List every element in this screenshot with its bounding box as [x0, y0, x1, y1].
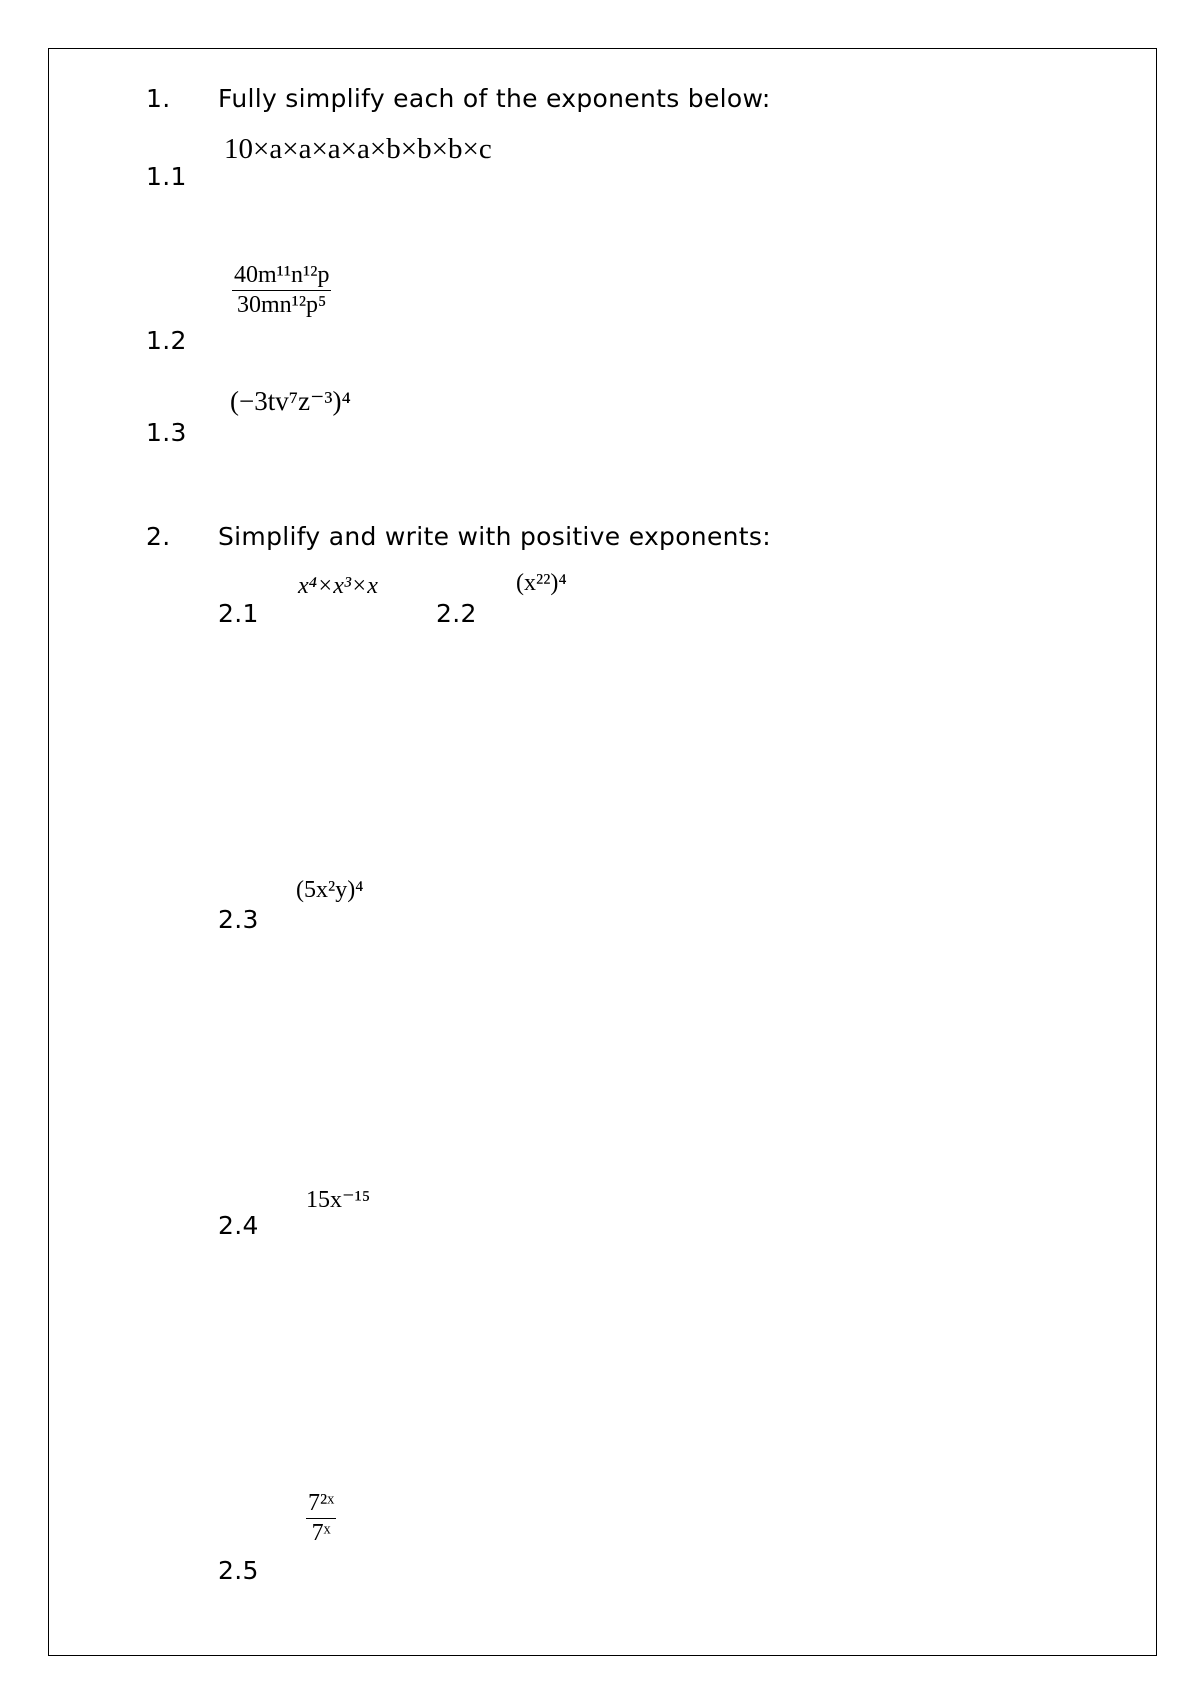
item-1-2-fraction — [232, 262, 331, 319]
item-2-5-label: 2.5 — [218, 1556, 259, 1585]
page-border — [48, 48, 1157, 1656]
item-1-2-label: 1.2 — [146, 326, 187, 355]
item-2-1-expression: x⁴×x³×x — [298, 573, 378, 599]
question-2-number: 2. — [146, 522, 171, 551]
item-2-2-label: 2.2 — [436, 599, 477, 628]
question-2-heading: Simplify and write with positive exponents: — [218, 522, 771, 551]
item-2-4-expression: 15x⁻¹⁵ — [306, 1187, 371, 1213]
item-1-1-expression: 10×a×a×a×a×b×b×b×c — [224, 133, 492, 165]
item-2-5-denominator: 7ˣ — [311, 1520, 331, 1546]
item-1-2-numerator: 40m¹¹n¹²p — [232, 262, 331, 291]
item-2-2-expression: (x²²)⁴ — [516, 570, 567, 596]
item-2-3-expression: (5x²y)⁴ — [296, 877, 364, 903]
question-1-number: 1. — [146, 84, 171, 113]
item-1-3-expression: (−3tv⁷z⁻³)⁴ — [230, 386, 351, 416]
item-2-4-label: 2.4 — [218, 1211, 259, 1240]
item-2-1-label: 2.1 — [218, 599, 259, 628]
item-2-3-label: 2.3 — [218, 905, 259, 934]
item-1-1-label: 1.1 — [146, 162, 187, 191]
question-1-heading: Fully simplify each of the exponents below: — [218, 84, 771, 113]
item-1-2-denominator: 30mn¹²p⁵ — [237, 292, 327, 318]
item-2-5-numerator: 7²ˣ — [306, 1490, 336, 1519]
item-2-5-fraction — [306, 1490, 336, 1547]
item-1-3-label: 1.3 — [146, 418, 187, 447]
